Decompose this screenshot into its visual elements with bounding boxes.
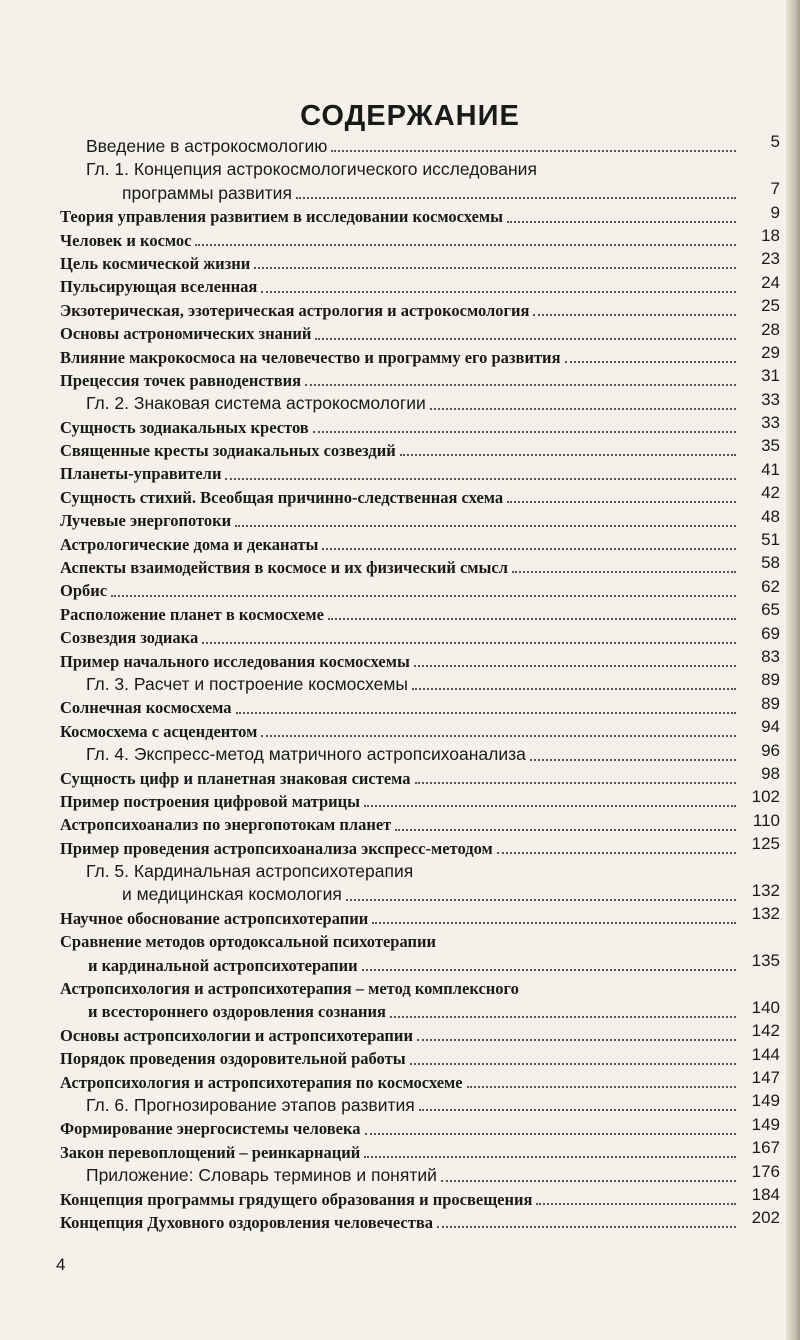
toc-line — [60, 837, 780, 860]
toc-entry — [60, 1021, 780, 1047]
toc-entry-title: Лучевые энергопотоки — [60, 511, 232, 531]
toc-line — [60, 977, 780, 1000]
toc-line — [60, 272, 780, 298]
toc-entry-title: Приложение: Словарь терминов и понятий — [86, 1165, 437, 1186]
toc-entry-title: Гл. 1. Концепция астрокосмологического исследования — [86, 159, 537, 180]
dot-leader — [195, 244, 736, 246]
toc-entry — [60, 389, 780, 415]
toc-line — [60, 860, 780, 883]
toc-line — [60, 416, 780, 439]
dot-leader — [390, 1016, 736, 1018]
toc-entry-title: Пример проведения астропсихоанализа экспресс-методом — [60, 838, 493, 858]
toc-entry-page: 18 — [761, 225, 780, 245]
toc-line — [60, 486, 780, 509]
toc-entry-title: Сравнение методов ортодоксальной психотерапии — [60, 932, 436, 952]
toc-line — [60, 1188, 780, 1211]
toc-line — [60, 182, 780, 205]
toc-entry-title: Аспекты взаимодействия в космосе и их физический смысл — [60, 558, 508, 578]
toc-entry — [60, 1184, 780, 1211]
dot-leader — [261, 291, 736, 293]
toc-entry-title: Планеты-управители — [60, 464, 222, 484]
toc-entry — [60, 930, 780, 977]
toc-entry-title: Введение в астрокосмологию — [86, 135, 328, 156]
dot-leader — [467, 1086, 736, 1088]
toc-entry-title: Сущность цифр и планетная знаковая система — [60, 768, 411, 788]
toc-entry-page: 184 — [751, 1184, 780, 1204]
toc-entry-title: Цель космической жизни — [60, 253, 251, 273]
toc-entry-page: 31 — [761, 366, 780, 386]
toc-entry-page: 29 — [761, 342, 780, 362]
toc-entry-title: Орбис — [60, 581, 108, 601]
dot-leader — [530, 759, 736, 761]
toc-entry-title: Основы астрономических знаний — [60, 324, 312, 344]
toc-entry-page: 24 — [761, 272, 780, 292]
toc-entry-page: 23 — [761, 249, 780, 269]
toc-entry-title: Научное обоснование астропсихотерапии — [60, 908, 369, 928]
toc-line — [60, 884, 780, 907]
toc-entry — [60, 366, 780, 392]
toc-entry — [60, 202, 780, 228]
toc-entry-title: Пример начального исследования космосхемы — [60, 651, 410, 671]
toc-entry-page: 35 — [761, 436, 780, 456]
toc-entry-page: 135 — [751, 951, 780, 971]
dot-leader — [415, 782, 736, 784]
toc-entry-page: 102 — [751, 787, 780, 807]
toc-entry-page: 132 — [751, 904, 780, 924]
toc-entry-title: Солнечная космосхема — [60, 698, 232, 718]
toc-entry-page: 142 — [751, 1021, 780, 1041]
toc-entry — [60, 717, 780, 743]
toc-line — [60, 930, 780, 953]
toc-line — [60, 1114, 780, 1140]
toc-entry-title: Пульсирующая вселенная — [60, 277, 258, 297]
toc-entry — [60, 904, 780, 930]
toc-entry — [60, 810, 780, 836]
toc-entry-page: 89 — [761, 670, 780, 690]
page-title: СОДЕРЖАНИЕ — [300, 100, 520, 132]
toc-entry-page: 48 — [761, 506, 780, 526]
dot-leader — [315, 338, 736, 340]
toc-entry — [60, 553, 780, 579]
dot-leader — [236, 712, 736, 714]
toc-line — [60, 533, 780, 556]
toc-entry — [60, 506, 780, 532]
toc-entry — [60, 787, 780, 813]
toc-line — [60, 907, 780, 930]
toc-line — [60, 158, 780, 181]
toc-entry-page: 144 — [751, 1044, 780, 1064]
toc-entry-page: 33 — [761, 413, 780, 433]
dot-leader — [414, 665, 736, 667]
dot-leader — [305, 384, 736, 386]
dot-leader — [441, 1180, 736, 1182]
dot-leader — [512, 571, 736, 573]
toc-entry — [60, 600, 780, 626]
toc-line — [60, 790, 780, 813]
toc-line — [60, 229, 780, 252]
toc-entry — [60, 763, 780, 790]
toc-line — [60, 506, 780, 532]
toc-entry-title: Астрологические дома и деканаты — [60, 534, 319, 554]
toc-line — [60, 767, 780, 790]
toc-entry — [60, 249, 780, 275]
dot-leader — [410, 1063, 736, 1065]
dot-leader — [372, 922, 736, 924]
toc-entry-title: Гл. 6. Прогнозирование этапов развития — [86, 1095, 415, 1115]
toc-entry-title: Астропсихоанализ по энергопотокам планет — [60, 815, 392, 835]
toc-line — [60, 693, 780, 719]
toc-line — [60, 389, 780, 415]
dot-leader — [437, 1226, 736, 1228]
dot-leader — [536, 1203, 736, 1205]
dot-leader — [419, 1109, 736, 1111]
toc-line — [60, 720, 780, 743]
toc-line — [60, 319, 780, 345]
toc-line — [60, 810, 780, 836]
toc-line — [60, 369, 780, 392]
page-number: 4 — [56, 1255, 66, 1274]
dot-leader — [346, 899, 736, 901]
toc-line — [60, 650, 780, 673]
page-edge — [786, 0, 800, 1340]
toc-entry-title: Созвездия зодиака — [60, 628, 199, 648]
toc-entry-page: 41 — [761, 459, 780, 479]
dot-leader — [254, 267, 736, 269]
toc-entry — [60, 1044, 780, 1070]
toc-entry-title: Астропсихология и астропсихотерапия – метод комплексного — [60, 979, 519, 999]
dot-leader — [225, 478, 736, 480]
toc-line — [60, 202, 780, 228]
toc-entry — [60, 436, 780, 462]
toc-entry — [60, 576, 780, 602]
toc-entry-page: 110 — [752, 810, 780, 830]
toc-line — [60, 954, 780, 977]
dot-leader — [111, 595, 736, 597]
toc-line — [60, 623, 780, 649]
toc-line — [60, 252, 780, 275]
toc-entry — [60, 1161, 780, 1187]
toc-entry — [60, 646, 780, 673]
toc-entry — [60, 132, 780, 158]
toc-line — [60, 556, 780, 579]
toc-line — [60, 1024, 780, 1047]
toc-entry-title: Основы астропсихологии и астропсихотерапии — [60, 1025, 413, 1045]
toc-entry-page: 33 — [761, 389, 780, 409]
toc-entry — [60, 834, 780, 860]
toc-entry — [60, 1068, 780, 1094]
toc-line — [60, 1094, 780, 1117]
toc-entry-title: Человек и космос — [60, 230, 192, 250]
toc-entry — [60, 459, 780, 485]
toc-entry-page: 140 — [751, 997, 780, 1017]
toc-entry-page: 89 — [761, 693, 780, 713]
toc-entry — [60, 693, 780, 719]
toc-line — [60, 740, 780, 766]
dot-leader — [565, 361, 737, 363]
dot-leader — [497, 852, 736, 854]
toc-entry — [60, 296, 780, 322]
toc-line — [60, 1044, 780, 1070]
toc-entry-page: 62 — [761, 576, 780, 596]
toc-entry — [60, 342, 780, 369]
toc-line — [60, 439, 780, 462]
toc-entry — [60, 1091, 780, 1117]
table-of-contents — [60, 132, 780, 1234]
dot-leader — [362, 969, 736, 971]
dot-leader — [395, 829, 736, 831]
toc-entry-title: Гл. 5. Кардинальная астропсихотерапия — [86, 861, 414, 882]
toc-entry-page: 176 — [751, 1161, 780, 1181]
dot-leader — [533, 314, 736, 316]
toc-entry-page: 96 — [761, 740, 780, 760]
toc-line — [60, 346, 780, 369]
dot-leader — [365, 1133, 737, 1135]
toc-line — [60, 299, 780, 322]
toc-line — [60, 135, 780, 158]
toc-entry-title: Священные кресты зодиакальных созвездий — [60, 441, 396, 461]
toc-entry-page: 149 — [751, 1114, 780, 1134]
toc-entry — [60, 1208, 780, 1234]
toc-entry-title: Формирование энергосистемы человека — [60, 1119, 361, 1139]
toc-entry-page: 98 — [761, 763, 780, 783]
toc-entry — [60, 413, 780, 439]
toc-entry-title: Пример построения цифровой матрицы — [60, 791, 361, 811]
toc-entry-title: Концепция программы грядущего образования и просвещения — [60, 1189, 533, 1209]
toc-line — [60, 603, 780, 626]
toc-entry-page: 42 — [761, 483, 780, 503]
dot-leader — [235, 525, 736, 527]
toc-entry-page: 9 — [770, 202, 780, 222]
dot-leader — [412, 688, 736, 690]
toc-entry — [60, 860, 780, 907]
dot-leader — [400, 454, 736, 456]
toc-entry-title: Прецессия точек равноденствия — [60, 370, 302, 390]
toc-entry-page: 167 — [751, 1138, 780, 1158]
toc-entry-page: 132 — [751, 880, 780, 900]
toc-entry-title: Гл. 2. Знаковая система астрокосмологии — [86, 393, 426, 414]
toc-entry-title: и медицинская космология — [122, 884, 342, 905]
toc-entry-page: 58 — [761, 553, 780, 573]
dot-leader — [313, 431, 736, 433]
toc-entry-title: программы развития — [122, 182, 292, 203]
toc-entry-page: 28 — [761, 319, 780, 339]
toc-entry — [60, 530, 780, 556]
toc-line — [60, 576, 780, 602]
toc-entry-title: Гл. 4. Экспресс-метод матричного астропсихоанализа — [86, 744, 526, 765]
toc-entry — [60, 623, 780, 649]
toc-entry-title: Экзотерическая, эзотерическая астрология и астрокосмология — [60, 300, 530, 320]
toc-entry-page: 94 — [761, 717, 780, 737]
toc-entry-page: 25 — [761, 296, 780, 316]
dot-leader — [331, 150, 736, 152]
toc-entry-title: Сущность стихий. Всеобщая причинно-следственная схема — [60, 487, 504, 507]
dot-leader — [261, 735, 736, 737]
toc-entry-title: Порядок проведения оздоровительной работы — [60, 1049, 406, 1069]
toc-entry-title: Теория управления развитием в исследовании космосхемы — [60, 207, 504, 227]
dot-leader — [430, 408, 736, 410]
toc-entry-title: Астропсихология и астропсихотерапия по космосхеме — [60, 1072, 463, 1092]
toc-entry — [60, 1138, 780, 1164]
toc-entry-title: и кардинальной астропсихотерапии — [88, 955, 358, 975]
toc-entry — [60, 977, 780, 1024]
toc-entry — [60, 483, 780, 509]
toc-line — [60, 673, 780, 696]
dot-leader — [328, 618, 736, 620]
toc-entry-page: 7 — [770, 179, 780, 199]
toc-entry-title: Сущность зодиакальных крестов — [60, 417, 309, 437]
toc-entry-title: Гл. 3. Расчет и построение космосхемы — [86, 673, 408, 694]
dot-leader — [364, 1156, 736, 1158]
dot-leader — [417, 1039, 736, 1041]
toc-line — [60, 1211, 780, 1234]
toc-entry — [60, 319, 780, 345]
dot-leader — [202, 642, 736, 644]
toc-entry-page: 83 — [761, 646, 780, 666]
toc-entry — [60, 272, 780, 298]
toc-entry — [60, 1114, 780, 1140]
toc-line — [60, 1161, 780, 1187]
toc-entry-page: 51 — [761, 530, 780, 550]
toc-entry-title: Концепция Духовного оздоровления человечества — [60, 1212, 433, 1232]
dot-leader — [322, 548, 736, 550]
toc-entry-page: 149 — [751, 1091, 780, 1111]
toc-line — [60, 997, 780, 1023]
toc-entry — [60, 158, 780, 205]
toc-entry — [60, 670, 780, 696]
dot-leader — [364, 805, 736, 807]
toc-entry — [60, 225, 780, 252]
toc-entry-page: 147 — [751, 1068, 780, 1088]
toc-entry-page: 5 — [770, 132, 780, 152]
toc-entry-title: Влияние макрокосмоса на человечество и программу его развития — [60, 347, 561, 367]
toc-entry — [60, 740, 780, 766]
toc-entry-title: Расположение планет в космосхеме — [60, 604, 324, 624]
toc-entry-title: Космосхема с асцендентом — [60, 721, 258, 741]
toc-entry-page: 125 — [751, 834, 780, 854]
dot-leader — [507, 221, 736, 223]
toc-entry-title: Закон перевоплощений – реинкарнаций — [60, 1142, 361, 1162]
dot-leader — [507, 501, 736, 503]
toc-line — [60, 1071, 780, 1094]
dot-leader — [296, 197, 736, 199]
toc-entry-page: 69 — [761, 623, 780, 643]
toc-entry-page: 65 — [761, 600, 780, 620]
toc-line — [60, 1141, 780, 1164]
toc-entry-title: и всестороннего оздоровления сознания — [88, 1002, 386, 1022]
toc-entry-page: 202 — [751, 1208, 780, 1228]
toc-line — [60, 459, 780, 485]
